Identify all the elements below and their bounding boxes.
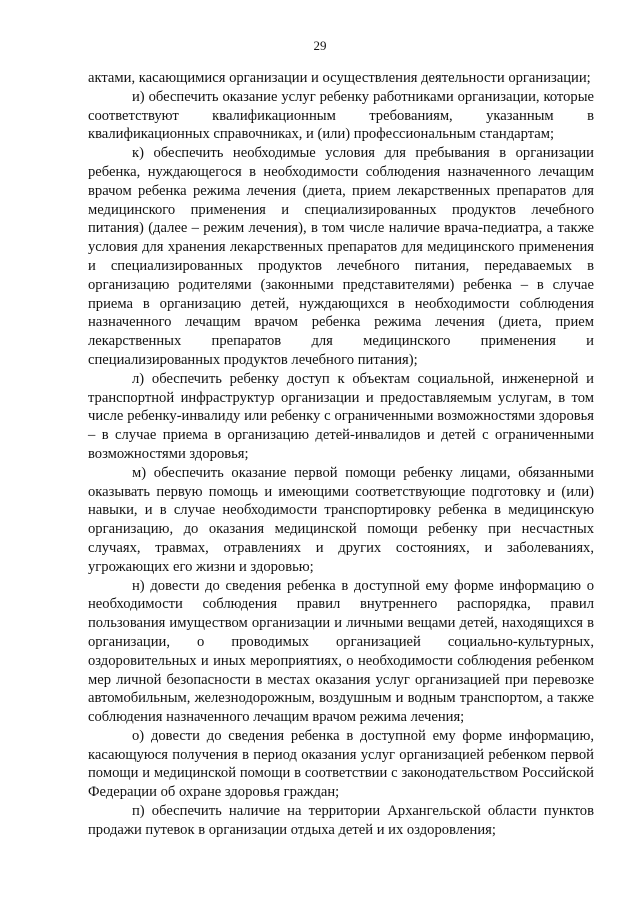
paragraph-item-p: п) обеспечить наличие на территории Архангельской области пунктов продажи путевок в организации отдыха детей и их оздоровления; xyxy=(88,803,594,838)
paragraph-item-l: л) обеспечить ребенку доступ к объектам социальной, инженерной и транспортной инфраструктур организации и предоставляемым услугам, в том числе ребенку-инвалиду или ребенку с ограниченными возможностями здоровья – в случае приема в организацию детей-инвалидов и детей с ограниченными возможностями здоровья; xyxy=(88,370,594,462)
paragraph-item-o: о) довести до сведения ребенка в доступной ему форме информацию, касающуюся получения в период оказания услуг организацией ребенком первой помощи и медицинской помощи в соответствии с законодательством Российской Федерации об охране здоровья граждан; xyxy=(88,727,594,801)
document-body xyxy=(88,69,594,840)
paragraph-item-m: м) обеспечить оказание первой помощи ребенку лицами, обязанными оказывать первую помощь и имеющими соответствующие подготовку и (или) навыки, и в случае необходимости транспортировку ребенка в медицинскую организацию, до оказания медицинской помощи ребенку при несчастных случаях, травмах, отравлениях и других состояниях, и заболеваниях, угрожающих его жизни и здоровью; xyxy=(88,464,594,575)
paragraph-item-n: н) довести до сведения ребенка в доступной ему форме информацию о необходимости соблюдения правил внутреннего распорядка, правил пользования имуществом организации и личными вещами детей, находящихся в организации, о проводимых организацией социально-культурных, оздоровительных и иных мероприятиях, о необходимости соблюдения ребенком мер личной безопасности в местах оказания услуг организацией при перевозке автомобильным, железнодорожным, воздушным и водным транспортом, а также соблюдения назначенного лечащим врачом режима лечения; xyxy=(88,577,594,726)
paragraph-item-i: и) обеспечить оказание услуг ребенку работниками организации, которые соответствуют квалификационным требованиям, указанным в квалификационных справочниках, и (или) профессиональным стандартам; xyxy=(88,88,594,143)
paragraph: актами, касающимися организации и осуществления деятельности организации; xyxy=(88,70,591,86)
page-number: 29 xyxy=(313,38,327,53)
paragraph-item-k: к) обеспечить необходимые условия для пребывания в организации ребенка, нуждающегося в необходимости соблюдения назначенного лечащим врачом ребенка режима лечения (диета, прием лекарственных препаратов для медицинского применения и специализированных продуктов лечебного питания) (далее – режим лечения), в том числе наличие врача-педиатра, а также условия для хранения лекарственных препаратов для медицинского применения и специализированных продуктов лечебного питания, передаваемых в организацию родителями (законными представителями) ребенка – в случае приема в организацию детей, нуждающихся в необходимости соблюдения назначенного лечащим врачом ребенка режима лечения (диета, прием лекарственных препаратов для медицинского применения и специализированных продуктов лечебного питания); xyxy=(88,145,594,368)
